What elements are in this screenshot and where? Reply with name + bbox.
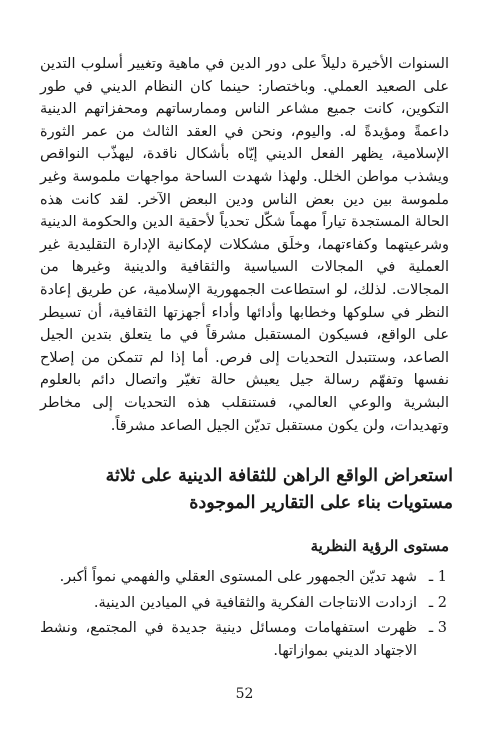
section-heading: استعراض الواقع الراهن للثقافة الدينية على ثلاثة مستويات بناء على التقارير الموجودة bbox=[105, 466, 453, 513]
list-item bbox=[40, 566, 447, 589]
list-item bbox=[40, 592, 447, 615]
list-item-text: ظهرت استفهامات ومسائل دينية جديدة في المجتمع، ونشط الاجتهاد الديني بموازاتها. bbox=[40, 620, 417, 659]
list-item bbox=[40, 617, 447, 662]
numbered-list bbox=[40, 566, 447, 665]
list-item-text: ازدادت الانتاجات الفكرية والثقافية في الميادين الدينية. bbox=[93, 594, 417, 611]
subheading: مستوى الرؤية النظرية bbox=[310, 537, 449, 555]
list-item-marker: 3 ـ bbox=[428, 620, 447, 637]
body-paragraph: السنوات الأخيرة دليلاً على دور الدين في ماهية وتغيير أسلوب التدين على الصعيد العملي. وباختصار: حينما كان النظام الديني في طور التكوين، كانت جميع مشاعر الناس وممارساتهم ومحفزاتهم الدينية داعمةً ومؤيدةً له. واليوم، ونحن في العقد الثالث من عمر الثورة الإسلامية، يظهر الفعل الديني إيّاه بأشكال ناقدة، ليهذّب النواقص ويشذب مواطن الخلل. ولهذا شهدت الساحة مواجهات ملموسة وغير ملموسة بين دين بعض الناس ودين البعض الآخر. لقد كانت هذه الحالة المستجدة تياراً مهماً شكّل تحدياً لأحقية الدين والحكومة الدينية وشرعيتهما وكفاءتهما، وخلَق مشكلات لإمكانية الإدارة التقليدية غير العملية في المجالات السياسية والثقافية والدينية وغيرها من المجالات. لذلك، لو استطاعت الجمهورية الإسلامية، عن طريق إعادة النظر في سلوكها وخطابها وأدائها وأداء أجهزتها الثقافية، أن تسيطر على الواقع، فسيكون المستقبل مشرقاً في ما يتعلق بتدين الجيل الصاعد، وستتبدل التحديات إلى فرص. أما إذا لم تتمكن من إصلاح نفسها وتفهّم رسالة جيل يعيش حالة تغيّر واتصال دائم بالعلوم البشرية والوعي العالمي، فستنقلب هذه التحديات إلى مخاطر وتهديدات، ولن يكون مستقبل تديّن الجيل الصاعد مشرقاً. bbox=[40, 56, 449, 434]
list-item-text: شهد تديّن الجمهور على المستوى العقلي والفهمي نمواً أكبر. bbox=[59, 569, 417, 585]
list-item-marker: 1 ـ bbox=[428, 569, 447, 585]
page-number: 52 bbox=[235, 686, 254, 702]
list-item-marker: 2 ـ bbox=[428, 594, 447, 611]
